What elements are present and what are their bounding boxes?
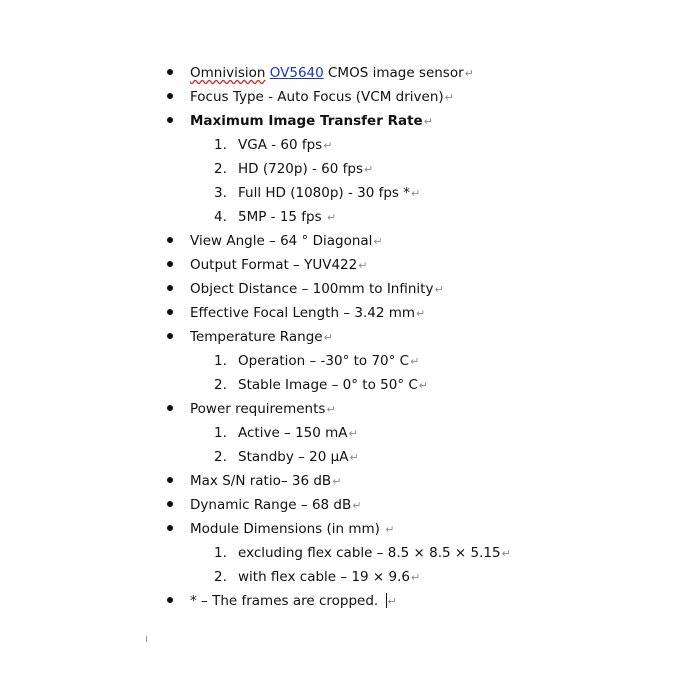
- paragraph-mark: ↵: [434, 283, 444, 296]
- paragraph-mark: ↵: [410, 355, 420, 368]
- sensor-desc: CMOS image sensor: [323, 65, 464, 81]
- item-text: Stable Image – 0° to 50° C: [238, 377, 418, 393]
- bullet: [167, 256, 175, 264]
- paragraph-mark: ↵: [352, 499, 362, 512]
- item-number: 1.: [214, 425, 227, 441]
- paragraph-mark: ↵: [464, 67, 474, 80]
- item-text: Full HD (1080p) - 30 fps *: [238, 185, 410, 201]
- dynamic-range-text: Dynamic Range – 68 dB: [190, 497, 352, 513]
- item-number: 1.: [214, 353, 227, 369]
- paragraph-mark: ↵: [418, 379, 429, 392]
- paragraph-mark: ↵: [332, 475, 342, 488]
- temperature-heading: Temperature Range: [190, 329, 323, 345]
- item-text: 5MP - 15 fps: [238, 209, 326, 225]
- bullet: [167, 232, 175, 240]
- bullet: [167, 592, 175, 600]
- transfer-heading: Maximum Image Transfer Rate: [190, 113, 423, 129]
- power-heading: Power requirements: [190, 401, 326, 417]
- bullet: [167, 64, 175, 72]
- item-text: with flex cable – 19 × 9.6: [238, 569, 410, 585]
- paragraph-mark: ↵: [410, 571, 421, 584]
- paragraph-mark: ↵: [323, 139, 333, 152]
- paragraph-mark: ↵: [348, 427, 358, 440]
- paragraph-mark: ↵: [323, 331, 333, 344]
- focus-text: Focus Type - Auto Focus (VCM driven): [190, 89, 444, 105]
- bullet: [167, 472, 175, 480]
- item-text: HD (720p) - 60 fps: [238, 161, 363, 177]
- item-text: Standby – 20 µA: [238, 449, 349, 465]
- bullet: [167, 328, 175, 336]
- bullet: [167, 112, 175, 120]
- item-text: excluding flex cable – 8.5 × 8.5 × 5.15: [238, 545, 501, 561]
- item-text: VGA - 60 fps: [238, 137, 323, 153]
- output-format-text: Output Format – YUV422: [190, 257, 358, 273]
- sn-ratio-text: Max S/N ratio– 36 dB: [190, 473, 332, 489]
- paragraph-mark: ↵: [364, 163, 374, 176]
- paragraph-mark: ↵: [416, 307, 426, 320]
- paragraph-mark: ↵: [358, 259, 368, 272]
- view-angle-text: View Angle – 64 ° Diagonal: [190, 233, 373, 249]
- object-distance-text: Object Distance – 100mm to Infinity: [190, 281, 434, 297]
- text-cursor: [386, 593, 387, 608]
- bullet: [167, 280, 175, 288]
- focal-length-text: Effective Focal Length – 3.42 mm: [190, 305, 416, 321]
- paragraph-mark: ↵: [326, 211, 337, 224]
- sensor-brand: Omnivision: [190, 65, 266, 81]
- item-number: 2.: [214, 449, 227, 465]
- bullet: [167, 400, 175, 408]
- paragraph-mark: ↵: [373, 235, 383, 248]
- bullet: [167, 88, 175, 96]
- item-number: 2.: [214, 377, 227, 393]
- sensor-model-link[interactable]: OV5640: [269, 65, 324, 81]
- item-text: Active – 150 mA: [238, 425, 348, 441]
- item-text: Operation – -30° to 70° C: [238, 353, 410, 369]
- bullet: [167, 520, 175, 528]
- item-number: 1.: [214, 137, 227, 153]
- dimensions-heading: Module Dimensions (in mm): [190, 521, 385, 537]
- paragraph-mark: ↵: [444, 91, 454, 104]
- item-number: 2.: [214, 161, 227, 177]
- paragraph-mark: ↵: [385, 523, 395, 536]
- paragraph-mark: ↵: [411, 187, 421, 200]
- bullet: [167, 304, 175, 312]
- item-number: 4.: [214, 209, 227, 225]
- item-number: 2.: [214, 569, 227, 585]
- footnote-text[interactable]: * – The frames are cropped.: [190, 593, 383, 609]
- paragraph-mark: ↵: [387, 595, 397, 608]
- margin-corner-mark: [146, 636, 147, 642]
- bullet: [167, 496, 175, 504]
- paragraph-mark: ↵: [326, 403, 336, 416]
- item-number: 1.: [214, 545, 227, 561]
- paragraph-mark: ↵: [501, 547, 511, 560]
- paragraph-mark: ↵: [423, 115, 433, 128]
- item-number: 3.: [214, 185, 227, 201]
- paragraph-mark: ↵: [349, 451, 359, 464]
